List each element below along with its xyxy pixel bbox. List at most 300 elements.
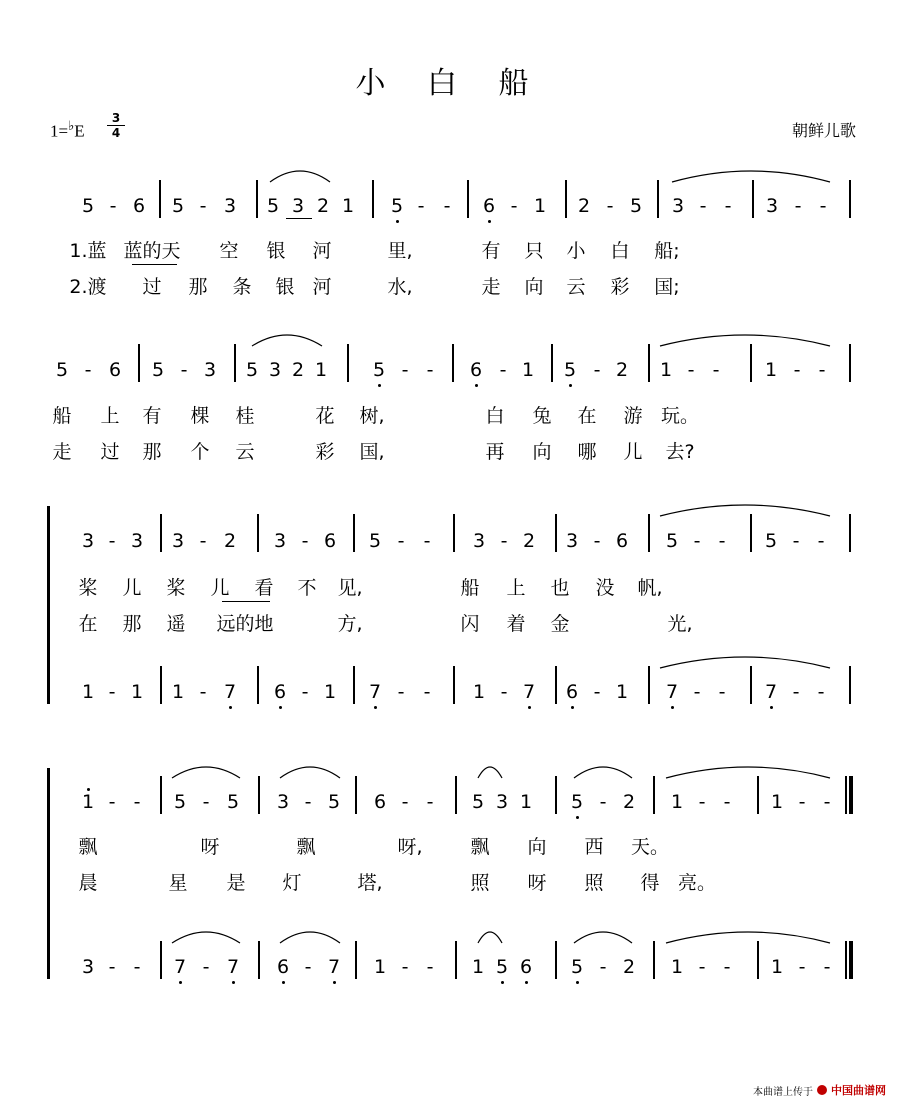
lyric-word: 个 [190, 441, 210, 463]
note: 1 [81, 791, 95, 813]
note: 5 [327, 791, 341, 813]
note: 3 [203, 359, 217, 381]
note: 2 [522, 530, 536, 552]
barline [160, 514, 162, 552]
lyric-word: 桨 [166, 577, 186, 599]
dash: - [599, 956, 607, 978]
lower-note: 7 [173, 956, 187, 978]
lyric-word: 有 [142, 405, 162, 427]
barline [455, 941, 457, 979]
note: 1 [341, 195, 355, 217]
barline [159, 180, 161, 218]
dash: - [724, 195, 732, 217]
note: 5 [368, 530, 382, 552]
barline [160, 666, 162, 704]
lyric-word: 小 [566, 240, 586, 262]
barline [653, 941, 655, 979]
dash: - [401, 791, 409, 813]
dash: - [397, 681, 405, 703]
dash: - [401, 359, 409, 381]
lyric-word: 蓝的天 [123, 240, 181, 262]
lyric-word: 向 [532, 441, 552, 463]
lyric-word: 过 [142, 276, 162, 298]
barline [849, 180, 851, 218]
lyric-word: 花 [315, 405, 335, 427]
barline [452, 344, 454, 382]
note: 5 [171, 195, 185, 217]
note: 3 [171, 530, 185, 552]
note: 3 [291, 195, 305, 217]
barline [849, 344, 851, 382]
dash: - [606, 195, 614, 217]
lyric-word: 灯 [282, 872, 302, 894]
lyric-word: 银 [266, 240, 286, 262]
slur [666, 932, 830, 943]
lyric-word: 飘 [78, 836, 98, 858]
note: 5 [245, 359, 259, 381]
dash: - [823, 956, 831, 978]
barline [757, 776, 759, 814]
slur [280, 767, 340, 778]
note: 1 [670, 791, 684, 813]
lower-note: 7 [665, 681, 679, 703]
low-octave-dot [569, 384, 572, 387]
key-prefix: 1= [50, 121, 69, 141]
note: 5 [665, 530, 679, 552]
barline [555, 514, 557, 552]
dash: - [798, 791, 806, 813]
barline [750, 666, 752, 704]
dash: - [723, 791, 731, 813]
dash: - [417, 195, 425, 217]
lyric-word: 那 [142, 441, 162, 463]
eighth-underline [286, 218, 312, 219]
lower-note: 6 [519, 956, 533, 978]
lyric-word: 儿 [122, 577, 142, 599]
lyric-word: 那 [188, 276, 208, 298]
dash: - [202, 956, 210, 978]
lyric-word: 兔 [532, 405, 552, 427]
dash: - [84, 359, 92, 381]
note: 3 [495, 791, 509, 813]
lyric-word: 云 [235, 441, 255, 463]
lower-note: 7 [223, 681, 237, 703]
note: 5 [226, 791, 240, 813]
note: 1 [314, 359, 328, 381]
system-bracket [47, 506, 50, 704]
lyric-word: 是 [226, 872, 246, 894]
dash: - [499, 359, 507, 381]
barline [257, 666, 259, 704]
lyric-word: 河 [312, 240, 332, 262]
lower-note: 6 [273, 681, 287, 703]
dash: - [794, 195, 802, 217]
dash: - [301, 681, 309, 703]
lyric-word: 船 [460, 577, 480, 599]
final-barline-thick [850, 941, 853, 979]
barline [372, 180, 374, 218]
note: 6 [615, 530, 629, 552]
barline [234, 344, 236, 382]
lyric-word: 只 [524, 240, 544, 262]
barline [160, 776, 162, 814]
lower-note: 1 [130, 681, 144, 703]
lyric-word: 云 [566, 276, 586, 298]
low-octave-dot [396, 220, 399, 223]
dash: - [133, 791, 141, 813]
note: 1 [521, 359, 535, 381]
lower-note: 5 [495, 956, 509, 978]
dash: - [202, 791, 210, 813]
dash: - [426, 359, 434, 381]
dash: - [792, 681, 800, 703]
note: 1 [770, 791, 784, 813]
dash: - [712, 359, 720, 381]
lyric-word: 星 [168, 872, 188, 894]
lyric-word: 光, [667, 613, 693, 635]
lyric-word: 照 [584, 872, 604, 894]
dash: - [423, 681, 431, 703]
barline [648, 666, 650, 704]
dash: - [817, 681, 825, 703]
lyric-word: 里, [387, 240, 413, 262]
note: 3 [565, 530, 579, 552]
site-logo-icon [817, 1085, 827, 1095]
lyric-word: 游 [623, 405, 643, 427]
dash: - [199, 195, 207, 217]
time-bottom: 4 [111, 126, 121, 140]
dash: - [723, 956, 731, 978]
barline [555, 776, 557, 814]
barline [258, 941, 260, 979]
slur [574, 932, 632, 943]
barline [258, 776, 260, 814]
lower-note: 1 [373, 956, 387, 978]
lyric-word: 向 [527, 836, 547, 858]
note: 5 [81, 195, 95, 217]
lyric-word: 条 [232, 276, 252, 298]
dash: - [423, 530, 431, 552]
lyric-word: 向 [524, 276, 544, 298]
barline [138, 344, 140, 382]
lower-note: 1 [323, 681, 337, 703]
lower-note: 5 [570, 956, 584, 978]
barline [757, 941, 759, 979]
barline [455, 776, 457, 814]
lyric-word: 也 [550, 577, 570, 599]
dash: - [698, 791, 706, 813]
dash: - [510, 195, 518, 217]
lower-note: 6 [276, 956, 290, 978]
slur [666, 767, 830, 778]
dash: - [819, 195, 827, 217]
barline [551, 344, 553, 382]
note: 5 [764, 530, 778, 552]
lyric-word: 呀, [397, 836, 423, 858]
lyric-word: 哪 [577, 441, 597, 463]
low-octave-dot [179, 981, 182, 984]
lower-note: 1 [670, 956, 684, 978]
note: 6 [108, 359, 122, 381]
note: 5 [55, 359, 69, 381]
lower-note: 7 [764, 681, 778, 703]
lower-note: 7 [226, 956, 240, 978]
note: 5 [570, 791, 584, 813]
note: 6 [469, 359, 483, 381]
barline [160, 941, 162, 979]
lower-note: 2 [622, 956, 636, 978]
slur [660, 335, 830, 346]
lyric-word: 见, [337, 577, 363, 599]
barline [750, 344, 752, 382]
barline [849, 666, 851, 704]
dash: - [698, 956, 706, 978]
lyric-word: 2.渡 [69, 276, 107, 298]
footer [753, 1082, 886, 1098]
slur [280, 932, 340, 943]
barline [752, 180, 754, 218]
note: 2 [223, 530, 237, 552]
dash: - [599, 791, 607, 813]
lyric-word: 船 [52, 405, 72, 427]
low-octave-dot [282, 981, 285, 984]
lyric-word: 桨 [78, 577, 98, 599]
dash: - [109, 195, 117, 217]
lyric-word: 棵 [190, 405, 210, 427]
lyric-word: 远的地 [216, 613, 274, 635]
note: 2 [577, 195, 591, 217]
barline [353, 514, 355, 552]
note: 3 [765, 195, 779, 217]
note: 5 [629, 195, 643, 217]
barline [555, 941, 557, 979]
lyric-word: 方, [337, 613, 363, 635]
barline [555, 666, 557, 704]
slur [478, 767, 502, 778]
dash: - [699, 195, 707, 217]
dash: - [593, 530, 601, 552]
lyric-word: 晨 [78, 872, 98, 894]
low-octave-dot [488, 220, 491, 223]
note: 6 [373, 791, 387, 813]
lyric-word: 照 [470, 872, 490, 894]
lower-note: 1 [471, 956, 485, 978]
lower-note: 1 [472, 681, 486, 703]
low-octave-dot [671, 706, 674, 709]
barline [353, 666, 355, 704]
dash: - [593, 359, 601, 381]
high-octave-dot [87, 788, 90, 791]
lyric-word: 着 [506, 613, 526, 635]
dash: - [108, 791, 116, 813]
slur [478, 932, 502, 943]
dash: - [693, 530, 701, 552]
time-top: 3 [111, 111, 121, 125]
note: 3 [273, 530, 287, 552]
low-octave-dot [378, 384, 381, 387]
note: 2 [316, 195, 330, 217]
note: 5 [372, 359, 386, 381]
lyric-word: 在 [577, 405, 597, 427]
note: 1 [659, 359, 673, 381]
slur [252, 335, 322, 346]
dash: - [793, 359, 801, 381]
lyric-word: 没 [595, 577, 615, 599]
lower-note: 7 [522, 681, 536, 703]
dash: - [693, 681, 701, 703]
lyric-word: 呀 [200, 836, 220, 858]
slur [660, 657, 830, 668]
slur [172, 767, 240, 778]
dash: - [593, 681, 601, 703]
note: 5 [471, 791, 485, 813]
dash: - [304, 791, 312, 813]
dash: - [443, 195, 451, 217]
lower-note: 1 [615, 681, 629, 703]
dash: - [180, 359, 188, 381]
slur [574, 767, 632, 778]
lyric-word: 走 [481, 276, 501, 298]
note: 2 [622, 791, 636, 813]
final-barline [845, 941, 847, 979]
lyric-word: 不 [297, 577, 317, 599]
lower-note: 1 [171, 681, 185, 703]
low-octave-dot [571, 706, 574, 709]
dash: - [304, 956, 312, 978]
barline [256, 180, 258, 218]
low-octave-dot [525, 981, 528, 984]
system-bracket [47, 768, 50, 979]
barline [750, 514, 752, 552]
lyric-word: 树, [359, 405, 385, 427]
dash: - [301, 530, 309, 552]
dash: - [718, 530, 726, 552]
page-title: 小 白 船 [355, 66, 545, 101]
dash: - [798, 956, 806, 978]
barline [347, 344, 349, 382]
lyric-word: 西 [584, 836, 604, 858]
note: 5 [151, 359, 165, 381]
lower-note: 7 [327, 956, 341, 978]
lyric-word: 有 [481, 240, 501, 262]
dash: - [500, 530, 508, 552]
slur [672, 171, 830, 182]
note: 5 [390, 195, 404, 217]
composer: 朝鲜儿歌 [791, 121, 856, 140]
note: 3 [268, 359, 282, 381]
note: 5 [266, 195, 280, 217]
low-octave-dot [374, 706, 377, 709]
lyric-word: 白 [610, 240, 630, 262]
lyric-word: 飘 [296, 836, 316, 858]
low-octave-dot [528, 706, 531, 709]
note: 6 [323, 530, 337, 552]
lyric-word: 玩。 [660, 405, 700, 427]
dash: - [108, 681, 116, 703]
barline [257, 514, 259, 552]
lower-note: 6 [565, 681, 579, 703]
lyric-word: 塔, [357, 872, 383, 894]
barline [355, 776, 357, 814]
low-octave-dot [501, 981, 504, 984]
dash: - [817, 530, 825, 552]
barline [565, 180, 567, 218]
slur [270, 171, 330, 182]
barline [453, 666, 455, 704]
lyric-underline [222, 601, 270, 602]
lyric-word: 船; [654, 240, 680, 262]
lyric-word: 遥 [166, 613, 186, 635]
low-octave-dot [333, 981, 336, 984]
note: 2 [615, 359, 629, 381]
note: 6 [132, 195, 146, 217]
lyric-word: 亮。 [677, 872, 717, 894]
lyric-word: 在 [78, 613, 98, 635]
lyric-word: 走 [52, 441, 72, 463]
note: 1 [519, 791, 533, 813]
dash: - [397, 530, 405, 552]
lyric-word: 儿 [210, 577, 230, 599]
barline [648, 344, 650, 382]
barline [467, 180, 469, 218]
dash: - [792, 530, 800, 552]
dash: - [718, 681, 726, 703]
dash: - [199, 681, 207, 703]
lyric-word: 过 [100, 441, 120, 463]
lyric-word: 去? [665, 441, 695, 463]
flat-sign: ♭ [68, 118, 75, 133]
lyric-word: 上 [100, 405, 120, 427]
note: 1 [764, 359, 778, 381]
barline [657, 180, 659, 218]
note: 3 [130, 530, 144, 552]
lyric-word: 国, [359, 441, 385, 463]
barline [849, 514, 851, 552]
note: 5 [563, 359, 577, 381]
key-letter: E [74, 121, 85, 141]
note: 3 [276, 791, 290, 813]
lyric-word: 闪 [460, 613, 480, 635]
final-barline-thick [850, 776, 853, 814]
lyric-underline [132, 264, 177, 265]
dash: - [426, 791, 434, 813]
lyric-word: 呀 [527, 872, 547, 894]
low-octave-dot [576, 816, 579, 819]
slur [660, 505, 830, 516]
low-octave-dot [576, 981, 579, 984]
footer-site: 中国曲谱网 [831, 1084, 886, 1097]
lower-note: 3 [81, 956, 95, 978]
note: 5 [173, 791, 187, 813]
low-octave-dot [229, 706, 232, 709]
dash: - [687, 359, 695, 381]
note: 3 [81, 530, 95, 552]
lyric-word: 再 [485, 441, 505, 463]
lyric-word: 彩 [315, 441, 335, 463]
dash: - [108, 530, 116, 552]
lyric-word: 那 [122, 613, 142, 635]
note: 3 [223, 195, 237, 217]
dash: - [199, 530, 207, 552]
barline [648, 514, 650, 552]
slur [172, 932, 240, 943]
lyric-word: 白 [485, 405, 505, 427]
lyric-word: 空 [219, 240, 239, 262]
low-octave-dot [279, 706, 282, 709]
note: 6 [482, 195, 496, 217]
lyric-word: 天。 [630, 836, 670, 858]
lyric-word: 金 [550, 613, 570, 635]
